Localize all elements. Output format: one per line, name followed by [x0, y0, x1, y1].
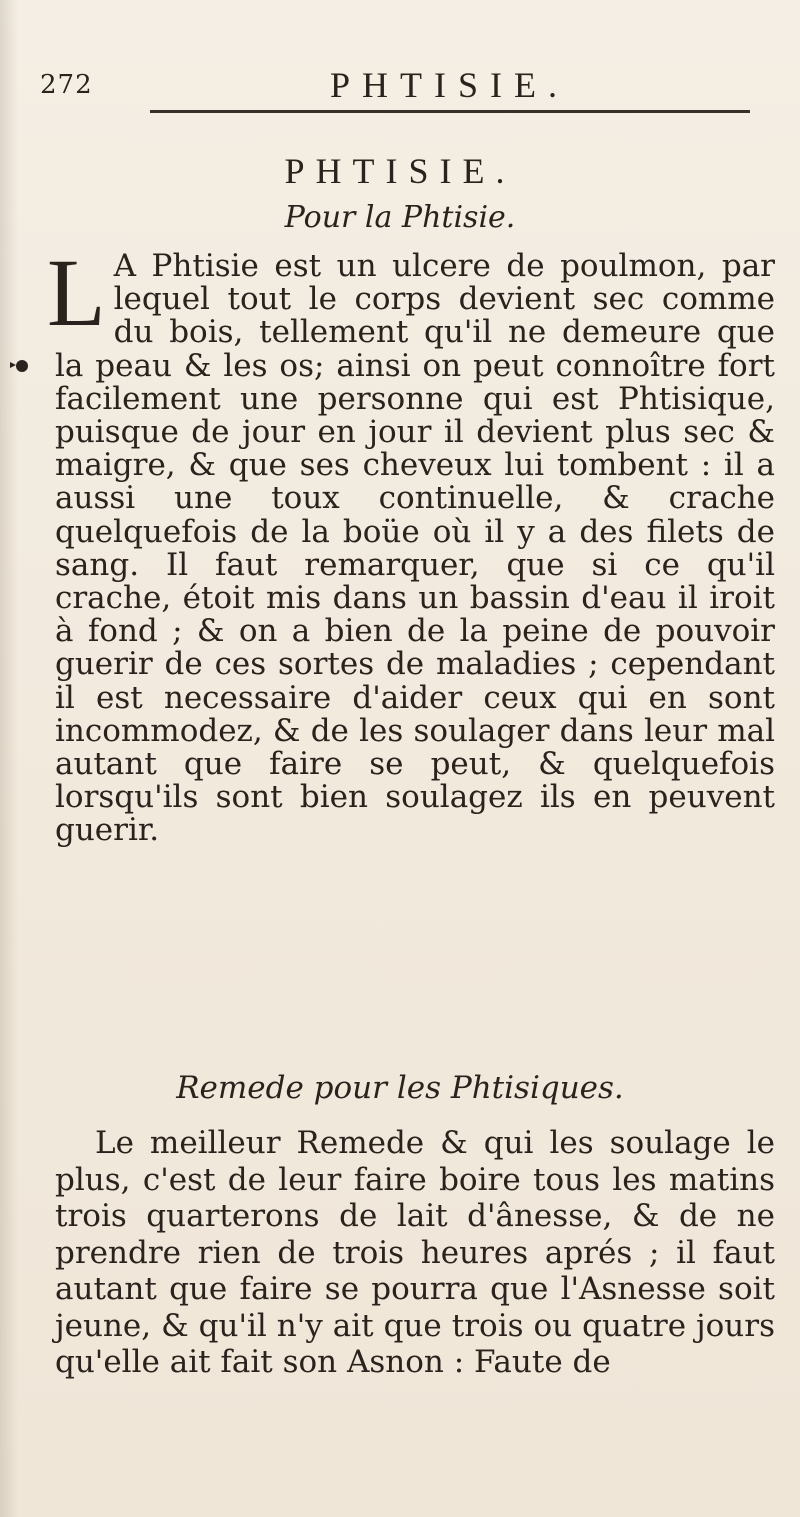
remedy-paragraph-text: Le meilleur Remede & qui les soulage le plus, c'est de leur faire boire tous les matins trois quarterons de lait d'ânesse, & de ne prendre rien de trois heures aprés ; il faut autant que faire se pourra que l'Asnesse soit jeune, & qu'il n'y ait que trois ou quatre jours qu'elle ait fait son Asnon : Faute de — [55, 1125, 775, 1380]
page-number: 272 — [40, 70, 93, 100]
remedy-paragraph — [55, 1125, 775, 1381]
main-paragraph — [47, 239, 775, 849]
drop-cap: L — [47, 239, 106, 346]
header-rule — [150, 110, 750, 113]
section-title: PHTISIE. — [284, 151, 516, 191]
main-paragraph-text: A Phtisie est un ulcere de poulmon, par lequel tout le corps devient sec comme du bois, tellement qu'il ne demeure que la peau & les os; ainsi on peut connoître fort facilement une personne qui est Phtisique, puisque de jour en jour il devient plus sec & maigre, & que ses cheveux lui tombent : il a aussi une toux continuelle, & crache quelquefois de la boüe où il y a des filets de sang. Il faut remarquer, que si ce qu'il crache, étoit mis dans un bassin d'eau il iroit à fond ; & on a bien de la peine de pouvoir guerir de ces sortes de maladies ; cependant il est necessaire d'aider ceux qui en sont incommodez, & de les soulager dans leur mal autant que faire se peut, & quelquefois lorsqu'ils sont bien soulagez ils en peuvent guerir. — [55, 248, 775, 849]
remedy-heading: Remede pour les Phtisiques. — [176, 1070, 624, 1106]
running-head — [40, 65, 770, 114]
section-subtitle: Pour la Phtisie. — [284, 200, 516, 235]
running-title: PHTISIE. — [330, 65, 569, 105]
margin-mark-icon — [8, 356, 30, 374]
